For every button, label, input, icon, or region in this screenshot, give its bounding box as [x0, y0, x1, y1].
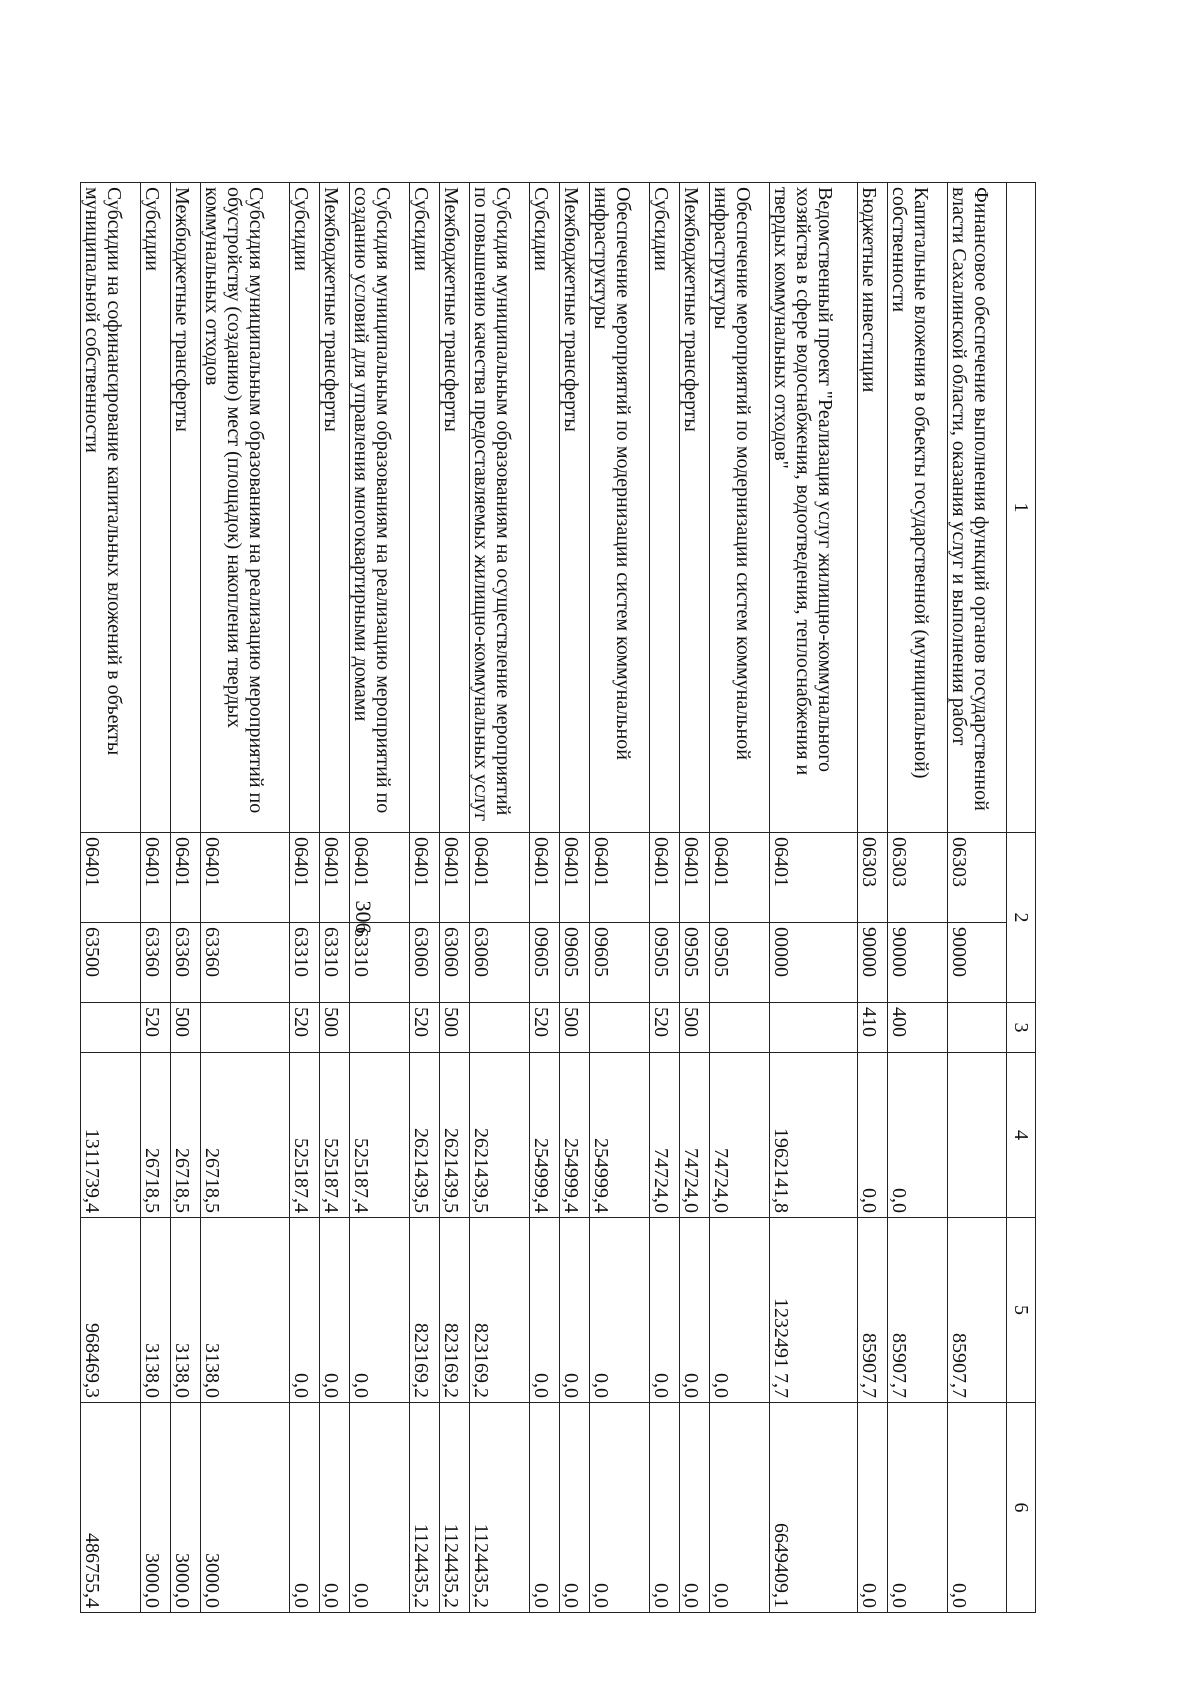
row-name: Межбюджетные трансферты	[559, 183, 589, 833]
amount-col-5: 3138,0	[201, 1218, 289, 1403]
amount-col-6: 3000,0	[140, 1403, 170, 1613]
amount-col-5: 85907,7	[947, 1218, 1006, 1403]
expense-type	[710, 1003, 769, 1053]
expense-type: 520	[409, 1003, 439, 1053]
target-code-b: 63310	[289, 923, 319, 1003]
expense-type	[201, 1003, 289, 1053]
row-name: Обеспечение мероприятий по модернизации систем коммунальной инфраструктуры	[710, 183, 769, 833]
amount-col-6: 3000,0	[170, 1403, 200, 1613]
row-name: Межбюджетные трансферты	[170, 183, 200, 833]
amount-col-6: 0,0	[289, 1403, 319, 1613]
row-name: Субсидия муниципальным образованиям на реализацию мероприятий по созданию условий для управления многоквартирными домами	[350, 183, 409, 833]
target-code-a: 06401	[319, 833, 349, 923]
expense-type	[947, 1003, 1006, 1053]
column-header-1: 1	[1007, 183, 1036, 833]
amount-col-6: 0,0	[888, 1403, 947, 1613]
expense-type: 520	[649, 1003, 679, 1053]
row-name: Ведомственный проект "Реализация услуг жилищно-коммунального хозяйства в сфере водоснабжения, водоотведения, теплоснабжения и твердых коммунальных отходов"	[769, 183, 857, 833]
expense-type: 500	[439, 1003, 469, 1053]
amount-col-5: 0,0	[350, 1218, 409, 1403]
amount-col-4: 2621439,5	[439, 1053, 469, 1218]
amount-col-4: 1311739,4	[81, 1053, 141, 1218]
amount-col-4: 0,0	[857, 1053, 887, 1218]
target-code-a: 06401	[170, 833, 200, 923]
amount-col-5: 0,0	[529, 1218, 559, 1403]
row-name: Субсидии	[649, 183, 679, 833]
table-row	[857, 183, 887, 1613]
table-row	[140, 183, 170, 1613]
target-code-a: 06303	[947, 833, 1006, 923]
target-code-a: 06401	[439, 833, 469, 923]
amount-col-6: 0,0	[857, 1403, 887, 1613]
amount-col-6: 0,0	[529, 1403, 559, 1613]
amount-col-6: 0,0	[679, 1403, 709, 1613]
amount-col-5: 823169,2	[409, 1218, 439, 1403]
table-row	[170, 183, 200, 1613]
amount-col-5: 0,0	[289, 1218, 319, 1403]
table-row	[319, 183, 349, 1613]
table-row	[439, 183, 469, 1613]
row-name: Капитальные вложения в объекты государственной (муниципальной) собственности	[888, 183, 947, 833]
page-number: 306	[351, 900, 376, 934]
target-code-a: 06401	[710, 833, 769, 923]
target-code-b: 63500	[81, 923, 141, 1003]
amount-col-4: 2621439,5	[409, 1053, 439, 1218]
target-code-b: 63060	[470, 923, 529, 1003]
table-header-row	[1007, 183, 1036, 1613]
amount-col-5: 0,0	[710, 1218, 769, 1403]
target-code-b: 90000	[857, 923, 887, 1003]
target-code-b: 63060	[409, 923, 439, 1003]
row-name: Субсидии	[409, 183, 439, 833]
expense-type	[769, 1003, 857, 1053]
target-code-a: 06401	[201, 833, 289, 923]
amount-col-4: 2621439,5	[470, 1053, 529, 1218]
amount-col-4: 74724,0	[649, 1053, 679, 1218]
amount-col-4: 525187,4	[289, 1053, 319, 1218]
table-row	[888, 183, 947, 1613]
amount-col-6: 0,0	[350, 1403, 409, 1613]
amount-col-4: 254999,4	[559, 1053, 589, 1218]
target-code-b: 09605	[529, 923, 559, 1003]
table-row	[947, 183, 1006, 1613]
column-header-2: 2	[1007, 833, 1036, 1003]
target-code-a: 06401	[81, 833, 141, 923]
row-name: Субсидии	[529, 183, 559, 833]
amount-col-4: 0,0	[888, 1053, 947, 1218]
table-row	[201, 183, 289, 1613]
row-name: Обеспечение мероприятий по модернизации систем коммунальной инфраструктуры	[590, 183, 649, 833]
row-name: Межбюджетные трансферты	[319, 183, 349, 833]
amount-col-6: 0,0	[590, 1403, 649, 1613]
amount-col-5: 1232491 7,7	[769, 1218, 857, 1403]
column-header-6: 6	[1007, 1403, 1036, 1613]
expense-type	[350, 1003, 409, 1053]
target-code-b: 09605	[590, 923, 649, 1003]
amount-col-4: 26718,5	[140, 1053, 170, 1218]
expense-type: 520	[289, 1003, 319, 1053]
target-code-a: 06401	[590, 833, 649, 923]
amount-col-4: 26718,5	[201, 1053, 289, 1218]
row-name: Субсидии на софинансирование капитальных вложений в объекты муниципальной собственности	[81, 183, 141, 833]
target-code-b: 90000	[947, 923, 1006, 1003]
amount-col-6: 6649409,1	[769, 1403, 857, 1613]
expense-type: 410	[857, 1003, 887, 1053]
expense-type: 500	[170, 1003, 200, 1053]
amount-col-6: 0,0	[947, 1403, 1006, 1613]
table-row	[649, 183, 679, 1613]
table-row	[529, 183, 559, 1613]
expense-type: 400	[888, 1003, 947, 1053]
amount-col-5: 0,0	[679, 1218, 709, 1403]
expense-type	[590, 1003, 649, 1053]
table-row	[289, 183, 319, 1613]
target-code-b: 63360	[201, 923, 289, 1003]
target-code-a: 06401	[649, 833, 679, 923]
row-name: Финансовое обеспечение выполнения функций органов государственной власти Сахалинской области, оказания услуг и выполнения работ	[947, 183, 1006, 833]
target-code-b: 90000	[888, 923, 947, 1003]
expense-type	[81, 1003, 141, 1053]
amount-col-5: 823169,2	[439, 1218, 469, 1403]
amount-col-4: 525187,4	[319, 1053, 349, 1218]
expense-type: 520	[140, 1003, 170, 1053]
amount-col-6: 1124435,2	[439, 1403, 469, 1613]
amount-col-6: 0,0	[559, 1403, 589, 1613]
amount-col-5: 0,0	[559, 1218, 589, 1403]
expense-type: 500	[559, 1003, 589, 1053]
target-code-b: 63310	[350, 923, 409, 1003]
target-code-a: 06401	[529, 833, 559, 923]
target-code-a: 06303	[888, 833, 947, 923]
amount-col-6: 486755,4	[81, 1403, 141, 1613]
expense-type	[470, 1003, 529, 1053]
amount-col-4: 26718,5	[170, 1053, 200, 1218]
row-name: Субсидии	[140, 183, 170, 833]
amount-col-4: 1962141,8	[769, 1053, 857, 1218]
target-code-a: 06401	[140, 833, 170, 923]
row-name: Межбюджетные трансферты	[439, 183, 469, 833]
rotated-page-content	[80, 182, 1036, 1612]
amount-col-5: 0,0	[649, 1218, 679, 1403]
target-code-a: 06303	[857, 833, 887, 923]
table-row	[470, 183, 529, 1613]
table-row	[559, 183, 589, 1613]
amount-col-5: 0,0	[590, 1218, 649, 1403]
amount-col-4: 254999,4	[529, 1053, 559, 1218]
target-code-b: 63060	[439, 923, 469, 1003]
row-name: Бюджетные инвестиции	[857, 183, 887, 833]
expense-type: 520	[529, 1003, 559, 1053]
target-code-a: 06401	[769, 833, 857, 923]
column-header-5: 5	[1007, 1218, 1036, 1403]
amount-col-5: 0,0	[319, 1218, 349, 1403]
amount-col-6: 1124435,2	[409, 1403, 439, 1613]
amount-col-6: 0,0	[649, 1403, 679, 1613]
target-code-b: 63360	[140, 923, 170, 1003]
row-name: Субсидии	[289, 183, 319, 833]
amount-col-5: 3138,0	[140, 1218, 170, 1403]
target-code-b: 00000	[769, 923, 857, 1003]
target-code-b: 63360	[170, 923, 200, 1003]
amount-col-5: 3138,0	[170, 1218, 200, 1403]
amount-col-6: 0,0	[319, 1403, 349, 1613]
table-row	[590, 183, 649, 1613]
target-code-b: 63310	[319, 923, 349, 1003]
column-header-4: 4	[1007, 1053, 1036, 1218]
target-code-b: 09505	[649, 923, 679, 1003]
row-name: Субсидия муниципальным образованиям на осуществление мероприятий по повышению качества предоставляемых жилищно-коммунальных услуг	[470, 183, 529, 833]
target-code-b: 09505	[710, 923, 769, 1003]
amount-col-4: 525187,4	[350, 1053, 409, 1218]
table-row	[409, 183, 439, 1613]
amount-col-5: 823169,2	[470, 1218, 529, 1403]
target-code-b: 09505	[679, 923, 709, 1003]
amount-col-5: 968469,3	[81, 1218, 141, 1403]
amount-col-6: 0,0	[710, 1403, 769, 1613]
amount-col-6: 3000,0	[201, 1403, 289, 1613]
table-row	[769, 183, 857, 1613]
target-code-b: 09605	[559, 923, 589, 1003]
amount-col-4: 74724,0	[710, 1053, 769, 1218]
amount-col-5: 85907,7	[888, 1218, 947, 1403]
table-row	[710, 183, 769, 1613]
expense-type: 500	[319, 1003, 349, 1053]
amount-col-5: 85907,7	[857, 1218, 887, 1403]
target-code-a: 06401	[350, 833, 409, 923]
table-row	[81, 183, 141, 1613]
column-header-3: 3	[1007, 1003, 1036, 1053]
amount-col-4: 254999,4	[590, 1053, 649, 1218]
target-code-a: 06401	[289, 833, 319, 923]
target-code-a: 06401	[679, 833, 709, 923]
amount-col-4	[947, 1053, 1006, 1218]
table-row	[350, 183, 409, 1613]
expense-type: 500	[679, 1003, 709, 1053]
target-code-a: 06401	[409, 833, 439, 923]
table-row	[679, 183, 709, 1613]
row-name: Межбюджетные трансферты	[679, 183, 709, 833]
target-code-a: 06401	[559, 833, 589, 923]
target-code-a: 06401	[470, 833, 529, 923]
row-name: Субсидия муниципальным образованиям на реализацию мероприятий по обустройству (созданию) мест (площадок) накопления твердых коммунальных отходов	[201, 183, 289, 833]
amount-col-4: 74724,0	[679, 1053, 709, 1218]
amount-col-6: 1124435,2	[470, 1403, 529, 1613]
budget-table	[80, 182, 1036, 1613]
